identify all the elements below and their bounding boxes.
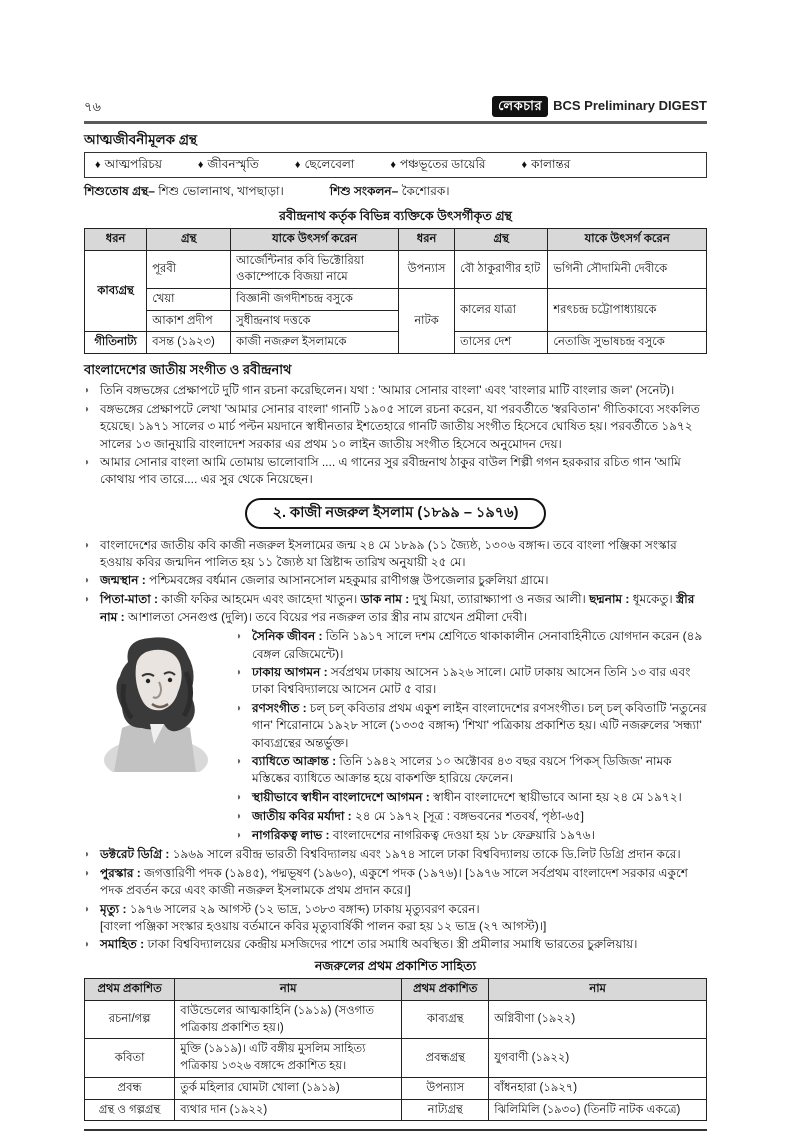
cell: কাব্যগ্রন্থ [85, 250, 147, 332]
bullet-item [84, 901, 707, 936]
page-number: ৭৬ [84, 99, 101, 114]
diamond-icon: ♦ [197, 159, 204, 172]
autobio-item-label: আত্মপরিচয় [104, 157, 162, 172]
col-header: নাম [175, 979, 402, 1001]
section-2-header-wrap [84, 498, 707, 529]
bullet-item [236, 700, 707, 752]
col-header: প্রথম প্রকাশিত [85, 979, 175, 1001]
bullet-text: পিতা-মাতা : কাজী ফকির আহমেদ এবং জাহেদা খাতুন। ডাক নাম : দুখু মিয়া, ত্যারাক্ষ্যাপা ও নজর আলী। ছদ্মনাম : ধূমকেতু। স্ত্রীর নাম : আশালতা সেনগুপ্ত (দুলি)। তবে বিয়ের পর নজরুল তার স্ত্রীর নাম রাখেন প্রমীলা দেবী। [100, 592, 695, 624]
cell: উপন্যাস [402, 1077, 489, 1099]
cell: গীতিনাট্য [85, 332, 147, 354]
cell: অগ্নিবীণা (১৯২২) [489, 1001, 707, 1039]
dedication-table [84, 228, 707, 354]
cell: পূরবী [147, 250, 231, 288]
nazrul-portrait-image [84, 632, 224, 772]
children-collection-value: কৈশোরক। [398, 184, 450, 199]
bullet-marker-icon: ◗ [236, 702, 243, 714]
bullet-item [236, 827, 707, 845]
cell: সুধীন্দ্রনাথ দত্তকে [231, 310, 399, 332]
nazrul-portrait [84, 628, 236, 846]
cell: ব্যথার দান (১৯২২) [175, 1099, 402, 1121]
bullet-item [84, 572, 707, 590]
cell: গ্রন্থ ও গল্পগ্রন্থ [85, 1099, 175, 1121]
col-header: প্রথম প্রকাশিত [402, 979, 489, 1001]
cell: প্রবন্ধগ্রন্থ [402, 1039, 489, 1077]
first-published-table [84, 978, 707, 1121]
cell: কালের যাত্রা [455, 288, 548, 331]
cell: ভগিনী সৌদামিনী দেবীকে [548, 250, 707, 288]
table-header-row [85, 979, 707, 1001]
bullet-item [236, 628, 707, 663]
bullet-marker-icon: ◗ [84, 848, 91, 860]
bullet-marker-icon: ◗ [84, 903, 91, 915]
bullet-item [236, 808, 707, 826]
cell: রচনা/গল্প [85, 1001, 175, 1039]
col-header: গ্রন্থ [455, 228, 548, 250]
cell: আর্জেন্টিনার কবি ভিক্টোরিয়া ওকাম্পোকে বিজয়া নামে [231, 250, 399, 288]
bullet-item [84, 401, 707, 453]
bullet-text: তিনি বঙ্গভঙ্গের প্রেক্ষাপটে দুটি গান রচনা করেছিলেন। যথা : 'আমার সোনার বাংলা' এবং 'বাংলার মাটি বাংলার জল' (সনেট)। [100, 382, 675, 397]
cell: বসন্ত (১৯২৩) [147, 332, 231, 354]
cell: নেতাজি সুভাষচন্দ্র বসুকে [548, 332, 707, 354]
table-header-row [85, 228, 707, 250]
cell: খেয়া [147, 288, 231, 310]
first-published-title: নজরুলের প্রথম প্রকাশিত সাহিত্য [314, 959, 477, 974]
autobio-item-label: পঞ্চভূতের ডায়েরি [399, 157, 486, 172]
cell: আকাশ প্রদীপ [147, 310, 231, 332]
bullet-text: আমার সোনার বাংলা আমি তোমায় ভালোবাসি .... এ গানের সুর রবীন্দ্রনাথ ঠাকুর বাউল শিল্পী গগন হরকরার রচিত গান 'আমি কোথায় পাব তারে.... এর সুর থেকে নিয়েছেন। [100, 454, 681, 487]
bullet-text: নাগরিকত্ব লাভ : বাংলাদেশের নাগরিকত্ব দেওয়া হয় ১৮ ফেব্রুয়ারি ১৯৭৬। [252, 827, 595, 842]
table-row [85, 1099, 707, 1121]
bullet-item [236, 664, 707, 699]
cell: প্রবন্ধ [85, 1077, 175, 1099]
cell: বাঁধনহারা (১৯২৭) [489, 1077, 707, 1099]
anthem-bullet-list [84, 382, 707, 489]
bullet-text: মৃত্যু : ১৯৭৬ সালের ২৯ আগস্ট (১২ ভাদ্র, ১৩৮৩ বঙ্গাব্দ) ঢাকায় মৃত্যুবরণ করেন। [বাংলা পঞ্জিকা সংস্কার হওয়ায় বর্তমানে কবির মৃত্যুবার্ষিকী পালন করা হয় ১২ ভাদ্র (২৭ আগস্ট)।] [100, 901, 547, 933]
bullet-marker-icon: ◗ [84, 384, 91, 396]
col-header: ধরন [399, 228, 455, 250]
children-books-line [84, 183, 707, 200]
cell: শরৎচন্দ্র চট্টোপাধ্যায়কে [548, 288, 707, 331]
autobio-item-label: কালান্তর [531, 157, 571, 172]
bullet-marker-icon: ◗ [84, 456, 91, 468]
bullet-text: স্থায়ীভাবে স্বাধীন বাংলাদেশে আগমন : স্বাধীন বাংলাদেশে স্থায়ীভাবে আনা হয় ২৪ মে ১৯৭২। [252, 789, 682, 804]
cell: নাটক [399, 288, 455, 353]
bullet-item [84, 865, 707, 900]
autobio-item [390, 156, 485, 174]
bullet-text: সৈনিক জীবন : তিনি ১৯১৭ সালে দশম শ্রেণিতে থাকাকালীন সেনাবাহিনীতে যোগদান করেন (৪৯ বেঙ্গল রেজিমেন্টে)। [252, 629, 703, 661]
cell: বৌ ঠাকুরাণীর হাট [455, 250, 548, 288]
autobio-item-label: ছেলেবেলা [304, 157, 355, 172]
cell: বাউন্ডেলের আত্মকাহিনি (১৯১৯) (সওগাত পত্রিকায় প্রকাশিত হয়।) [175, 1001, 402, 1039]
bullet-text: ব্যাধিতে আক্রান্ত : তিনি ১৯৪২ সালের ১০ অক্টোবর ৪৩ বছর বয়সে 'পিকস্ ডিজিজ' নামক মস্তিষ্কের ব্যাধিতে আক্রান্ত হয়ে বাকশক্তি হারিয়ে ফেলেন। [252, 754, 672, 786]
bullet-marker-icon: ◗ [236, 810, 243, 822]
col-header: ধরন [85, 228, 147, 250]
bullet-marker-icon: ◗ [236, 756, 243, 767]
diamond-icon: ♦ [294, 159, 301, 172]
bullet-text: বঙ্গভঙ্গের প্রেক্ষাপটে লেখা 'আমার সোনার বাংলা' গানটি ১৯০৫ সালে রচনা করেন, যা পরবর্তীতে 'স্বরবিতান' গীতিকাব্যে সংকলিত হয়েছে। ১৯৭১ সালের ৩ মার্চ পল্টন ময়দানে স্বাধীনতার ইশতেহারে গানটি জাতীয় সংগীত হিসেবে ঘোষিত হয়। পরবর্তীতে ১৯৭২ সালের ১৩ জানুয়ারি বাংলাদেশ সরকার এর প্রথম ১০ লাইন জাতীয় সংগীত হিসেবে অনুমোদন দেয়। [100, 401, 700, 451]
col-header: নাম [489, 979, 707, 1001]
bullet-item [84, 846, 707, 864]
bullet-text: জন্মস্থান : পশ্চিমবঙ্গের বর্ধমান জেলার আসানসোল মহকুমার রাণীগঞ্জ উপজেলার চুরুলিয়া গ্রামে। [100, 573, 549, 588]
diamond-icon: ♦ [521, 159, 528, 172]
bullet-item [84, 591, 707, 626]
brand-title: BCS Preliminary DIGEST [553, 98, 707, 113]
autobio-item [295, 156, 354, 174]
bullet-item [84, 454, 707, 489]
autobio-box [84, 152, 707, 178]
bullet-text: ঢাকায় আগমন : সর্বপ্রথম ঢাকায় আসেন ১৯২৬ সালে। মোট ঢাকায় আসেন তিনি ১৩ বার এবং ঢাকা বিশ্ববিদ্যালয়ে আসেন মোট ৫ বার। [252, 665, 691, 697]
table-row [85, 1077, 707, 1099]
diamond-icon: ♦ [390, 159, 396, 172]
bullet-marker-icon: ◗ [84, 939, 91, 951]
bullet-text: বাংলাদেশের জাতীয় কবি কাজী নজরুল ইসলামের জন্ম ২৪ মে ১৮৯৯ (১১ জ্যৈষ্ঠ, ১৩০৬ বঙ্গাব্দ। তবে বাংলা পঞ্জিকা সংস্কার হওয়ায় কবির জন্মদিন পালিত হয় ১১ জ্যৈষ্ঠ যা খ্রিষ্টাব্দ তারিখ অনুযায়ী ২৫ মে। [100, 537, 677, 570]
nazrul-photo-bullet-list [236, 628, 707, 846]
cell: উপন্যাস [399, 250, 455, 288]
bullet-marker-icon: ◗ [236, 829, 243, 841]
autobio-item [95, 156, 162, 174]
diamond-icon: ♦ [95, 159, 101, 172]
col-header: যাকে উৎসর্গ করেন [548, 228, 707, 250]
children-books-label: শিশুতোষ গ্রন্থ– [84, 184, 155, 199]
table-row [85, 250, 707, 288]
col-header: গ্রন্থ [147, 228, 231, 250]
cell: কাব্যগ্রন্থ [402, 1001, 489, 1039]
table-row [85, 288, 707, 310]
cell: তাসের দেশ [455, 332, 548, 354]
cell: বিজ্ঞানী জগদীশচন্দ্র বসুকে [231, 288, 399, 310]
cell: ঝিলিমিলি (১৯৩০) (তিনটি নাটক একত্রে) [489, 1099, 707, 1121]
bullet-marker-icon: ◗ [84, 867, 91, 879]
bullet-text: ডক্টরেট ডিগ্রি : ১৯৬৯ সালে রবীন্দ্র ভারতী বিশ্ববিদ্যালয় এবং ১৯৭৪ সালে ঢাকা বিশ্ববিদ্যালয় তাকে ডি.লিট ডিগ্রি প্রদান করে। [100, 846, 681, 861]
anthem-heading: বাংলাদেশের জাতীয় সংগীত ও রবীন্দ্রনাথ [84, 361, 292, 377]
table-row [85, 1001, 707, 1039]
bullet-marker-icon: ◗ [84, 594, 91, 606]
table-row [85, 1039, 707, 1077]
dedication-table-title: রবীন্দ্রনাথ কর্তৃক বিভিন্ন ব্যক্তিকে উৎসর্গীকৃত গ্রন্থ [279, 208, 512, 223]
autobio-heading: আত্মজীবনীমূলক গ্রন্থ [84, 131, 197, 147]
bullet-marker-icon: ◗ [236, 667, 243, 679]
bullet-marker-icon: ◗ [84, 539, 91, 551]
bullet-item [236, 753, 707, 788]
cell: তুর্ক মহিলার ঘোমটা খোলা (১৯১৯) [175, 1077, 402, 1099]
cell: নাট্যগ্রন্থ [402, 1099, 489, 1121]
bullet-marker-icon: ◗ [236, 791, 243, 803]
children-collection-label: শিশু সংকলন– [329, 184, 399, 199]
cell: মুক্তি (১৯১৯)। এটি বঙ্গীয় মুসলিম সাহিত্য পত্রিকায় ১৩২৬ বঙ্গাব্দে প্রকাশিত হয়। [175, 1039, 402, 1077]
bullet-marker-icon: ◗ [84, 575, 91, 587]
autobio-item [198, 156, 259, 174]
bullet-text: রণসংগীত : চল্ চল্ কবিতার প্রথম একুশ লাইন বাংলাদেশের রণসংগীত। চল্ চল্ কবিতাটি 'নতুনের গান' শিরোনামে ১৯২৮ সালে (১৩৩৫ বঙ্গাব্দ) 'শিখা' পত্রিকায় প্রকাশিত হয়। এটি নজরুলের 'সন্ধ্যা' কাব্যগ্রন্থের অন্তর্ভুক্ত। [252, 700, 707, 750]
cell: কাজী নজরুল ইসলামকে [231, 332, 399, 354]
section-2-title: ২. কাজী নজরুল ইসলাম (১৮৯৯ – ১৯৭৬) [245, 498, 547, 529]
brand [492, 96, 707, 117]
bullet-text: জাতীয় কবির মর্যাদা : ২৪ মে ১৯৭২ [সূত্র : বঙ্গভবনের শতবর্ষ, পৃষ্ঠা-৬৫] [252, 808, 584, 823]
photo-row [84, 628, 707, 846]
bullet-text: সমাহিত : ঢাকা বিশ্ববিদ্যালয়ের কেন্দ্রীয় মসজিদের পাশে তার সমাধি অবস্থিত। স্ত্রী প্রমীলার সমাধি ভারতের চুরুলিয়ায়। [100, 937, 638, 952]
bullet-marker-icon: ◗ [84, 403, 91, 415]
bullet-item [236, 789, 707, 807]
autobio-item-label: জীবনস্মৃতি [207, 157, 259, 172]
bullet-item [84, 936, 707, 954]
bullet-item [84, 537, 707, 572]
children-books-value: শিশু ভোলানাথ, খাপছাড়া। [154, 184, 284, 199]
nazrul-bottom-bullet-list [84, 846, 707, 955]
cell: কবিতা [85, 1039, 175, 1077]
nazrul-top-bullet-list [84, 537, 707, 627]
bullet-marker-icon: ◗ [236, 631, 243, 643]
header-rule [84, 121, 707, 124]
table-row [85, 332, 707, 354]
col-header: যাকে উৎসর্গ করেন [231, 228, 399, 250]
bullet-item [84, 382, 707, 400]
bullet-text: পুরস্কার : জগত্তারিণী পদক (১৯৪৫), পদ্মভূষণ (১৯৬০), একুশে পদক (১৯৭৬)। [১৯৭৬ সালে সর্বপ্রথম বাংলাদেশ সরকার একুশে পদক প্রবর্তন করে এবং কাজী নজরুল ইসলামকে প্রথম প্রদান করে।] [100, 865, 688, 898]
cell: যুগবাণী (১৯২২) [489, 1039, 707, 1077]
brand-logo: লেকচার [492, 96, 548, 117]
autobio-item [522, 156, 571, 174]
page-header [84, 96, 707, 121]
